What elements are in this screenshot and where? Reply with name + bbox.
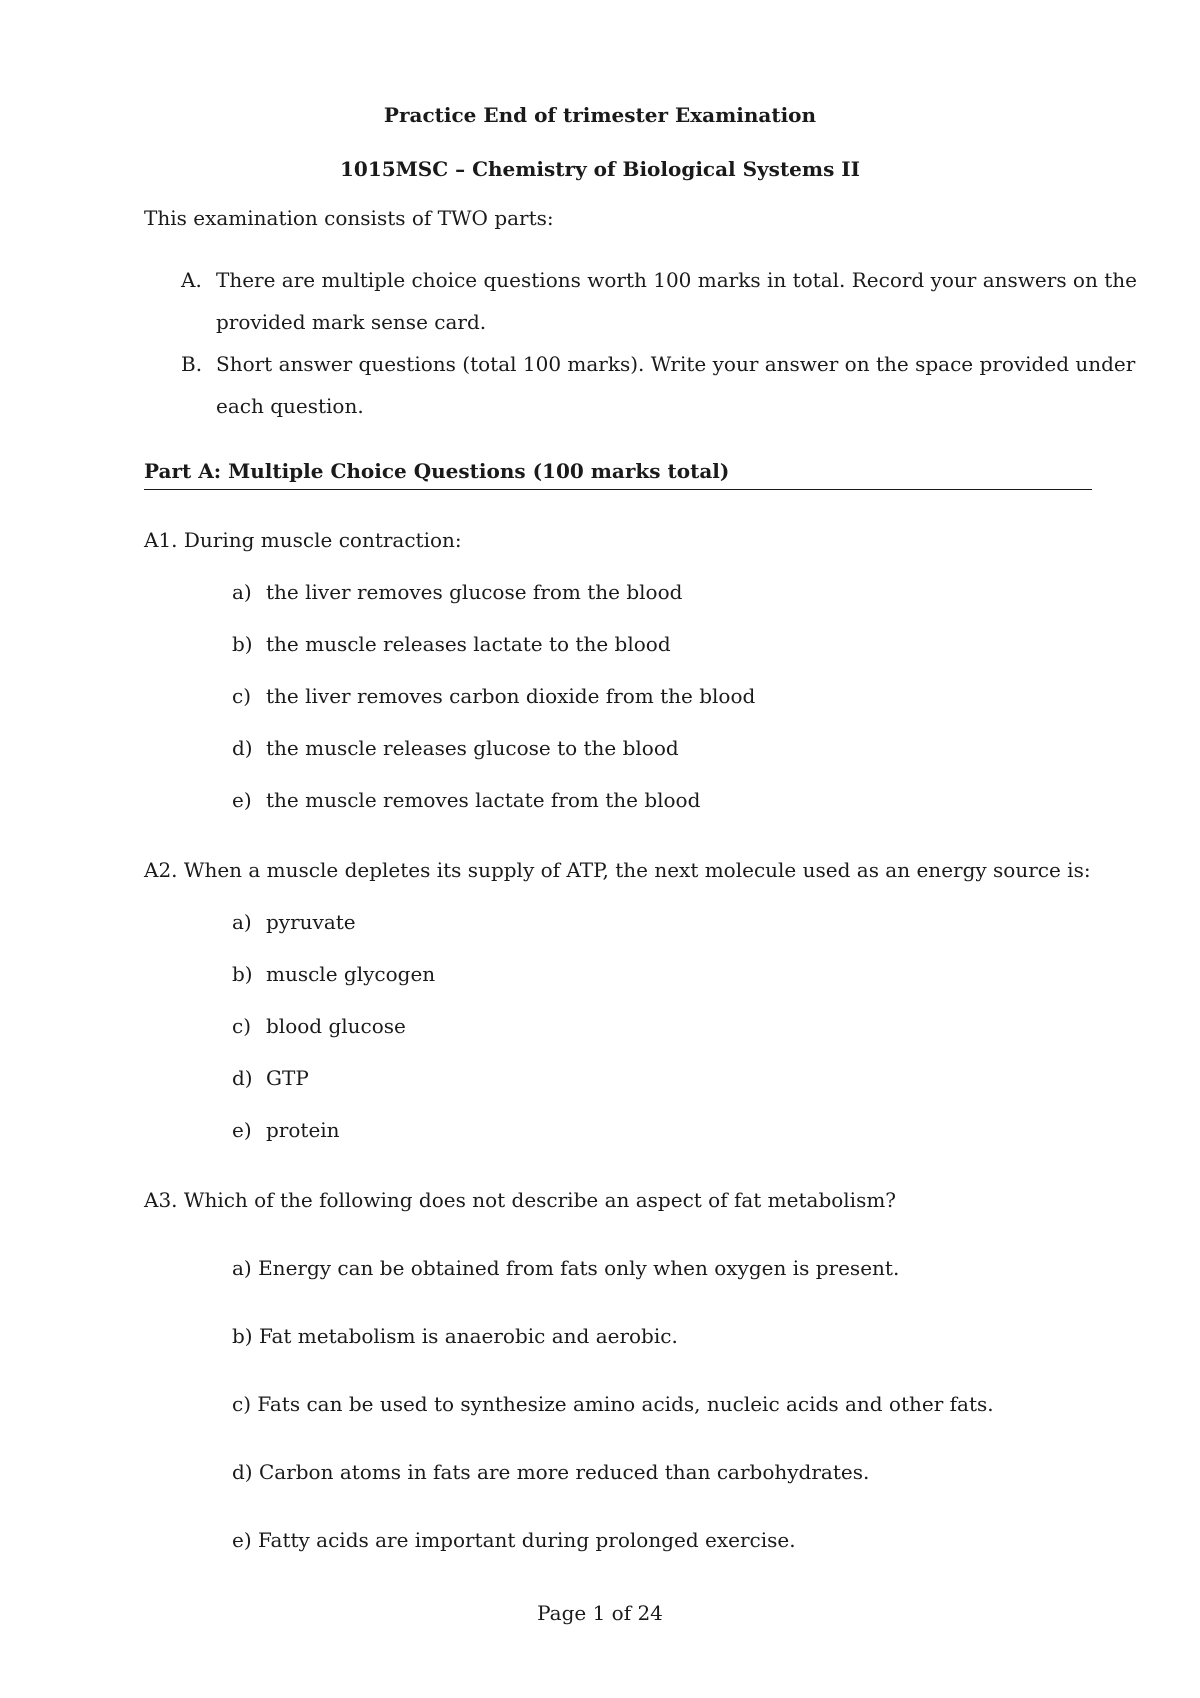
question-stem: A3. Which of the following does not describe an aspect of fat metabolism? <box>144 1188 897 1212</box>
option-text: d) Carbon atoms in fats are more reduced than carbohydrates. <box>232 1460 870 1484</box>
option-label: b) <box>232 632 253 656</box>
option-text: the muscle removes lactate from the blood <box>266 788 701 812</box>
option-label: d) <box>232 1066 253 1090</box>
part-marker: B. <box>181 352 203 376</box>
part-marker: A. <box>181 268 202 292</box>
exam-title: Practice End of trimester Examination <box>383 103 817 127</box>
intro-text: This examination consists of TWO parts: <box>144 206 554 230</box>
option-text: GTP <box>266 1066 309 1090</box>
option-label: b) <box>232 962 253 986</box>
course-title: 1015MSC – Chemistry of Biological Systems II <box>340 157 860 181</box>
option-text: c) Fats can be used to synthesize amino acids, nucleic acids and other fats. <box>232 1392 994 1416</box>
option-label: a) <box>232 580 252 604</box>
option-text: b) Fat metabolism is anaerobic and aerobic. <box>232 1324 678 1348</box>
question-stem: A1. During muscle contraction: <box>144 528 462 552</box>
question-stem: A2. When a muscle depletes its supply of ATP, the next molecule used as an energy source is: <box>144 858 1091 882</box>
option-text: the liver removes carbon dioxide from the blood <box>266 684 756 708</box>
section-heading: Part A: Multiple Choice Questions (100 marks total) <box>144 459 730 483</box>
option-label: c) <box>232 1014 252 1038</box>
part-description-line: There are multiple choice questions worth 100 marks in total. Record your answers on the <box>216 268 1137 292</box>
option-text: blood glucose <box>266 1014 406 1038</box>
option-text: a) Energy can be obtained from fats only when oxygen is present. <box>232 1256 900 1280</box>
part-description-line: Short answer questions (total 100 marks). Write your answer on the space provided under <box>216 352 1136 376</box>
option-label: a) <box>232 910 252 934</box>
section-divider <box>144 489 1092 490</box>
option-text: muscle glycogen <box>266 962 436 986</box>
option-label: d) <box>232 736 253 760</box>
part-description-line: provided mark sense card. <box>216 310 487 334</box>
option-text: pyruvate <box>266 910 356 934</box>
option-text: the muscle releases glucose to the blood <box>266 736 679 760</box>
option-label: e) <box>232 788 252 812</box>
option-text: protein <box>266 1118 340 1142</box>
option-label: e) <box>232 1118 252 1142</box>
option-label: c) <box>232 684 252 708</box>
option-text: the liver removes glucose from the blood <box>266 580 683 604</box>
option-text: the muscle releases lactate to the blood <box>266 632 671 656</box>
option-text: e) Fatty acids are important during prolonged exercise. <box>232 1528 796 1552</box>
page-number: Page 1 of 24 <box>537 1601 663 1625</box>
part-description-line: each question. <box>216 394 364 418</box>
